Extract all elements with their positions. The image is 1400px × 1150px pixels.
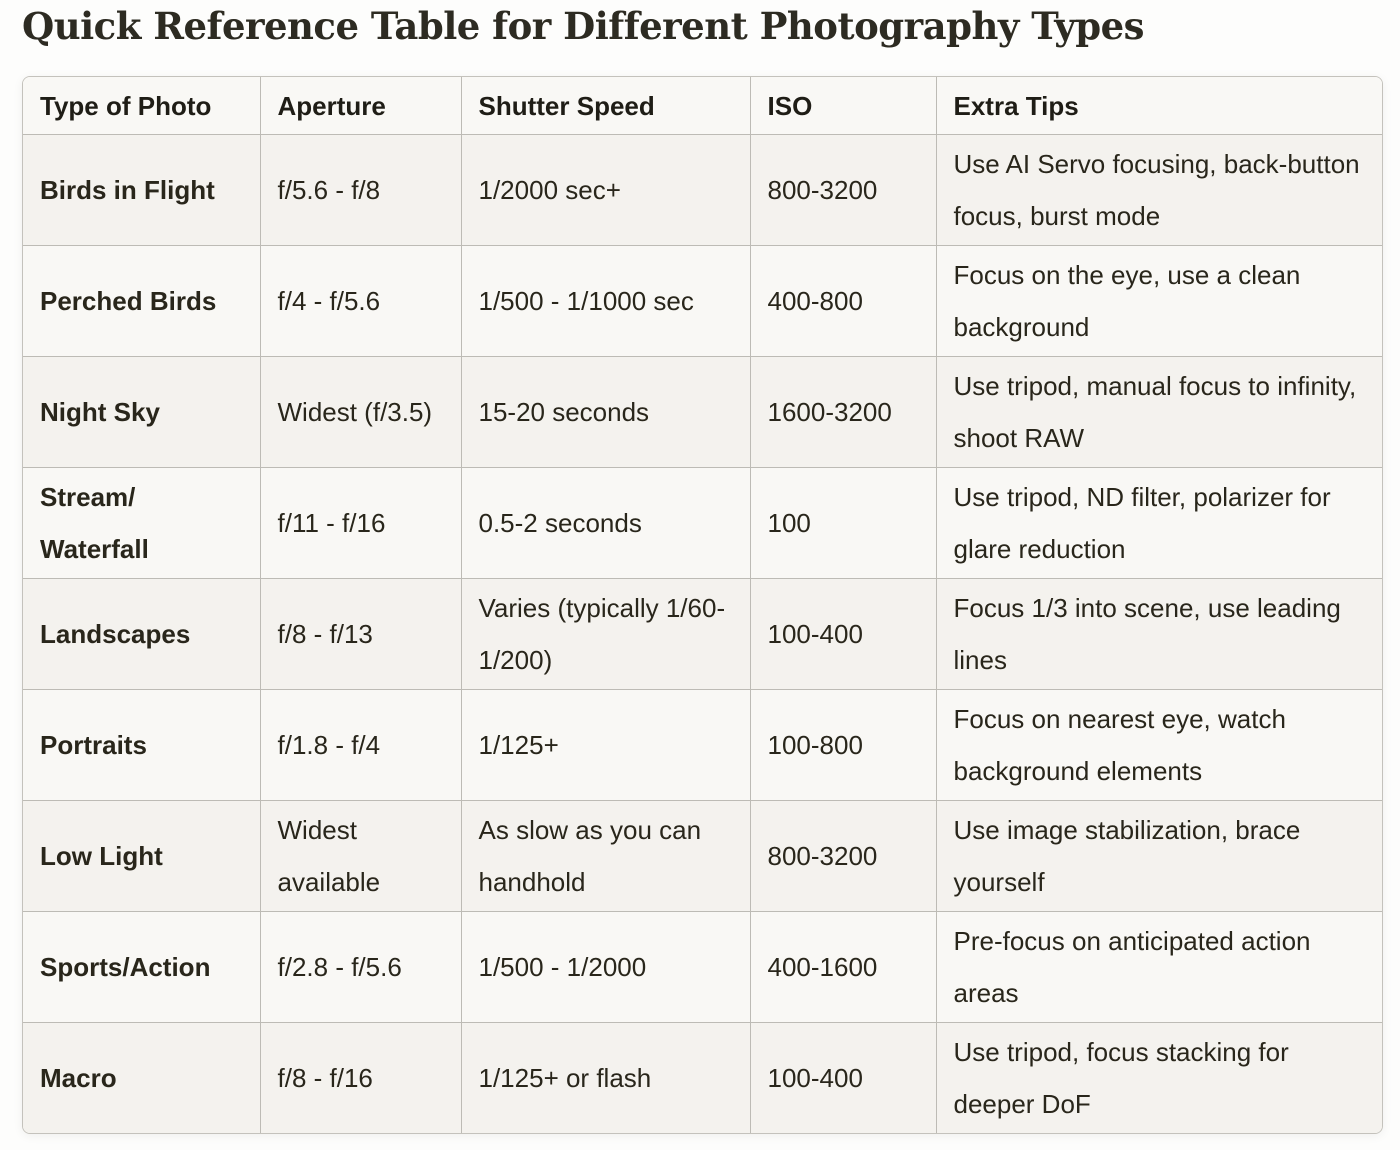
cell-iso: 100-400 [750,1023,936,1134]
cell-iso: 800-3200 [750,135,936,246]
cell-extra-tips: Use tripod, focus stacking for deeper DoF [936,1023,1382,1134]
column-header-aperture: Aperture [260,77,461,135]
cell-aperture: f/2.8 - f/5.6 [260,912,461,1023]
cell-aperture: Widest (f/3.5) [260,357,461,468]
table-row [23,468,1382,579]
cell-aperture: f/8 - f/13 [260,579,461,690]
cell-extra-tips: Use tripod, manual focus to infinity, shoot RAW [936,357,1382,468]
cell-aperture: f/1.8 - f/4 [260,690,461,801]
cell-type: Low Light [23,801,260,912]
cell-type: Perched Birds [23,246,260,357]
cell-iso: 400-800 [750,246,936,357]
cell-iso: 1600-3200 [750,357,936,468]
table-row [23,135,1382,246]
cell-shutter-speed: 1/125+ or flash [461,1023,750,1134]
cell-shutter-speed: 1/500 - 1/1000 sec [461,246,750,357]
cell-iso: 400-1600 [750,912,936,1023]
cell-extra-tips: Focus 1/3 into scene, use leading lines [936,579,1382,690]
table-row [23,579,1382,690]
reference-table-container [22,76,1383,1134]
table-row [23,357,1382,468]
cell-type: Stream/ Waterfall [23,468,260,579]
cell-shutter-speed: 1/500 - 1/2000 [461,912,750,1023]
cell-aperture: f/11 - f/16 [260,468,461,579]
cell-shutter-speed: 1/2000 sec+ [461,135,750,246]
cell-aperture: f/4 - f/5.6 [260,246,461,357]
cell-type: Portraits [23,690,260,801]
column-header-iso: ISO [750,77,936,135]
header-row [23,77,1382,135]
cell-iso: 100-400 [750,579,936,690]
column-header-extra-tips: Extra Tips [936,77,1382,135]
cell-shutter-speed: 15-20 seconds [461,357,750,468]
cell-shutter-speed: 0.5-2 seconds [461,468,750,579]
cell-type: Macro [23,1023,260,1134]
table-row [23,801,1382,912]
cell-shutter-speed: As slow as you can handhold [461,801,750,912]
table-row [23,912,1382,1023]
table-row [23,1023,1382,1134]
cell-shutter-speed: Varies (typically 1/60-1/200) [461,579,750,690]
cell-extra-tips: Pre-focus on anticipated action areas [936,912,1382,1023]
table-row [23,246,1382,357]
table-row [23,690,1382,801]
cell-iso: 100 [750,468,936,579]
cell-type: Birds in Flight [23,135,260,246]
cell-shutter-speed: 1/125+ [461,690,750,801]
page-title: Quick Reference Table for Different Photography Types [22,4,1144,48]
cell-aperture: f/8 - f/16 [260,1023,461,1134]
cell-type: Landscapes [23,579,260,690]
cell-extra-tips: Focus on the eye, use a clean background [936,246,1382,357]
reference-table [23,77,1382,1133]
cell-iso: 800-3200 [750,801,936,912]
column-header-shutter-speed: Shutter Speed [461,77,750,135]
cell-iso: 100-800 [750,690,936,801]
cell-extra-tips: Use AI Servo focusing, back-button focus, burst mode [936,135,1382,246]
cell-aperture: Widest available [260,801,461,912]
cell-extra-tips: Focus on nearest eye, watch background elements [936,690,1382,801]
cell-type: Night Sky [23,357,260,468]
cell-extra-tips: Use tripod, ND filter, polarizer for glare reduction [936,468,1382,579]
cell-type: Sports/Action [23,912,260,1023]
cell-extra-tips: Use image stabilization, brace yourself [936,801,1382,912]
column-header-type: Type of Photo [23,77,260,135]
cell-aperture: f/5.6 - f/8 [260,135,461,246]
